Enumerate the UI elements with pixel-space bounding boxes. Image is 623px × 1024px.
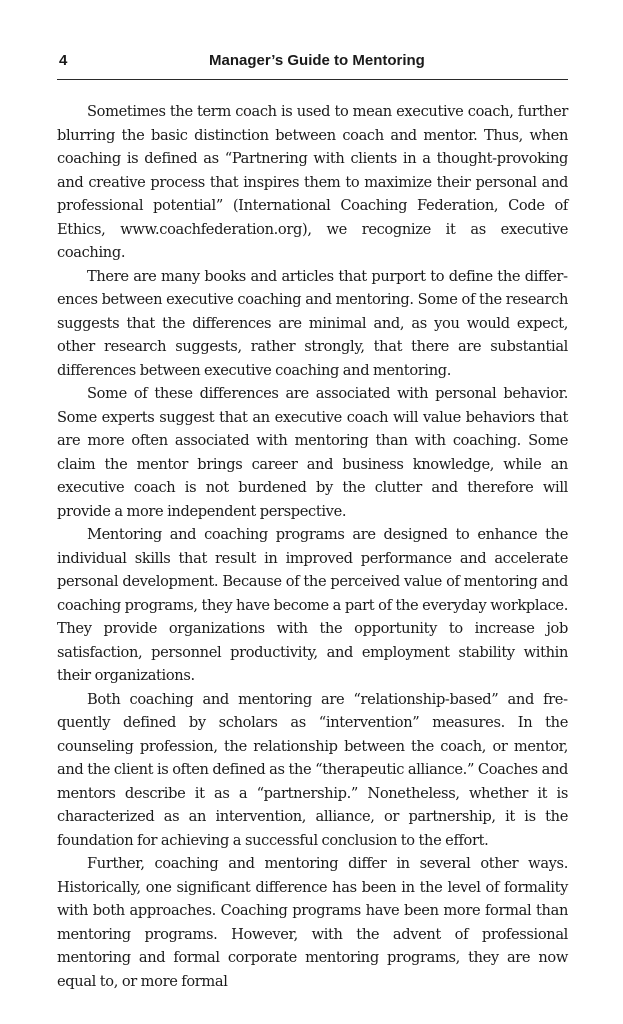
paragraph-6: Further, coaching and mentoring differ in several other ways. Historically, one significant difference has been in the level of formality with both approaches. Coaching programs have been more formal than mentoring programs. However, with the advent of professional mentoring and formal corporate mentoring programs, they are now equal to, or more formal	[57, 855, 568, 990]
paragraph-4: Mentoring and coaching programs are designed to enhance the individual skills that result in improved performance and accelerate personal development. Because of the perceived value of mentoring and coaching programs, they have become a part of the everyday workplace. They provide organizations with the opportunity to increase job satisfaction, personnel productivity, and employment stability within their organizations.	[57, 526, 568, 684]
body-text	[57, 100, 568, 993]
book-page	[57, 52, 568, 993]
paragraph-3: Some of these differences are associated with personal behavior. Some experts suggest that an executive coach will value behaviors that are more often associated with mentoring than with coaching. Some claim the mentor brings career and business knowledge, while an executive coach is not burdened by the clutter and therefore will provide a more independent perspective.	[57, 385, 568, 520]
paragraph-1: Sometimes the term coach is used to mean executive coach, further blurring the basic distinction between coach and mentor. Thus, when coaching is defined as “Partnering with clients in a thought-provoking and creative process that inspires them to maximize their personal and professional potential” (International Coaching Federation, Code of Ethics, www.coachfederation.org), we recognize it as executive coaching.	[57, 103, 568, 261]
page-number: 4	[59, 52, 68, 69]
paragraph-5: Both coaching and mentoring are “relationship-based” and frequently defined by scholars as “intervention” measures. In the counseling profession, the relationship between the coach, or mentor, and the client is often defined as the “therapeutic alliance.” Coaches and mentors describe it as a “partnership.” Nonetheless, whether it is characterized as an intervention, alliance, or partnership, it is the foundation for achieving a successful conclusion to the effort.	[57, 690, 568, 849]
book-title: Manager’s Guide to Mentoring	[209, 52, 425, 69]
running-header	[57, 52, 568, 80]
paragraph-2: There are many books and articles that purport to define the differences between executive coaching and mentoring. Some of the research suggests that the differences are minimal and, as you would expect, other research suggests, rather strongly, that there are substantial differences between executive coaching and mentoring.	[57, 267, 568, 379]
